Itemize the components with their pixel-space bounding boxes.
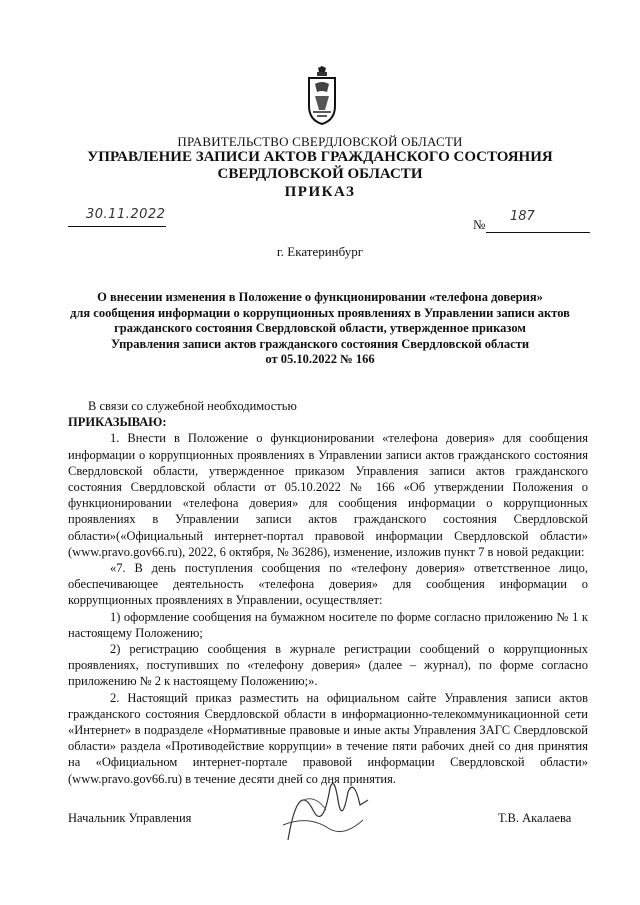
title-line: для сообщения информации о коррупционных проявлениях в Управлении записи актов bbox=[70, 305, 570, 320]
department-name-line1: УПРАВЛЕНИЕ ЗАПИСИ АКТОВ ГРАЖДАНСКОГО СОСТОЯНИЯ bbox=[87, 149, 553, 165]
signatory-position: Начальник Управления bbox=[68, 811, 192, 825]
title-line: Управления записи актов гражданского состояния Свердловской области bbox=[110, 336, 530, 351]
subitem-2: 2) регистрацию сообщения в журнале регистрации сообщений о коррупционных проявлениях, поступивших по «телефону доверия» (далее – журнал), по форме согласно приложению № 2 к настоящему Положению;». bbox=[68, 642, 588, 689]
paragraph-1: 1. Внести в Положение о функционировании «телефона доверия» для сообщения информации о коррупционных проявлениях в Управлении записи актов гражданского состояния Свердловской области, утвержденное приказом Управления записи актов гражданского состояния Свердловской области от 05.10.2022 № 166 «Об утверждении Положения о функционировании «телефона доверия» для сообщения информации о коррупционных проявлениях в Управлении записи актов гражданского состояния Свердловской области»(«Официальный интернет-портал правовой информации Свердловской области» (www.pravo.gov66.ru), 2022, 6 октября, № 36286), изменение, изложив пункт 7 в новой редакции: bbox=[68, 431, 588, 559]
handwritten-signature bbox=[268, 770, 378, 850]
title-line: гражданского состояния Свердловской области, утвержденное приказом bbox=[114, 321, 526, 335]
date-underline bbox=[68, 225, 166, 227]
title-line: О внесении изменения в Положение о функционировании «телефона доверия» bbox=[97, 290, 543, 304]
intro-paragraph: В связи со служебной необходимостью bbox=[88, 399, 297, 413]
subitem-1: 1) оформление сообщения на бумажном носителе по форме согласно приложению № 1 к настоящему Положению; bbox=[68, 609, 588, 640]
number-label: № bbox=[473, 217, 486, 232]
document-type: ПРИКАЗ bbox=[284, 184, 356, 200]
title-line: от 05.10.2022 № 166 bbox=[265, 352, 375, 366]
government-name: ПРАВИТЕЛЬСТВО СВЕРДЛОВСКОЙ ОБЛАСТИ bbox=[177, 134, 463, 149]
paragraph-7: «7. В день поступления сообщения по «телефону доверия» ответственное лицо, обеспечивающее деятельность «телефона доверия» для сообщения информации о коррупционных проявлениях в Управлении, осуществляет: bbox=[68, 561, 588, 608]
city: г. Екатеринбург bbox=[276, 244, 364, 259]
order-number: 187 bbox=[510, 209, 535, 224]
number-underline bbox=[486, 231, 590, 233]
department-name-line2: СВЕРДЛОВСКОЙ ОБЛАСТИ bbox=[217, 166, 423, 182]
order-date: 30.11.2022 bbox=[86, 207, 166, 222]
signatory-name: Т.В. Акалаева bbox=[498, 811, 572, 825]
order-word: ПРИКАЗЫВАЮ: bbox=[68, 415, 167, 430]
order-title bbox=[70, 290, 570, 368]
order-body bbox=[68, 398, 588, 787]
paragraph-2: 2. Настоящий приказ разместить на официальном сайте Управления записи актов гражданского состояния Свердловской области в информационно-телекоммуникационной сети «Интернет» в подразделе «Нормативные правовые и иные акты Управления ЗАГС Свердловской области» раздела «Противодействие коррупции» в течение пяти рабочих дней со дня принятия на «Официальном интернет-портале правовой информации Свердловской области» (www.pravo.gov66.ru) в течение десяти дней со дня принятия. bbox=[68, 690, 588, 786]
coat-of-arms-icon bbox=[305, 66, 339, 126]
